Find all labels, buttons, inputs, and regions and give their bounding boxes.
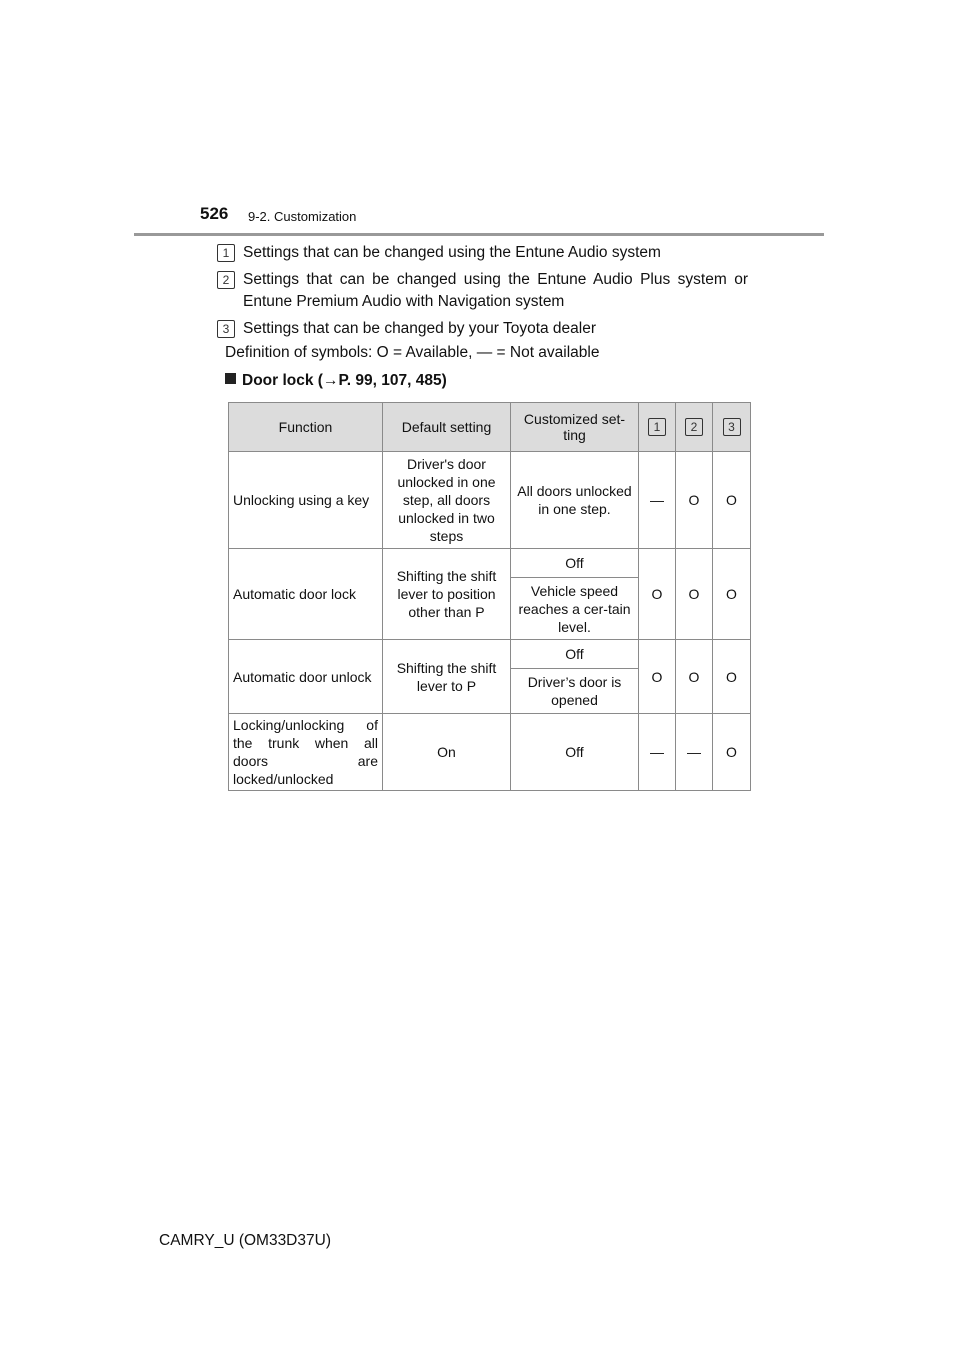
- cell-function: Automatic door unlock: [229, 640, 383, 714]
- cell-avail-1: O: [639, 640, 676, 714]
- badge-3-icon: 3: [723, 418, 741, 436]
- cell-custom-option: Driver’s door is opened: [511, 669, 639, 714]
- note-1-text: Settings that can be changed using the Entune Audio system: [243, 244, 661, 261]
- header-rule: [134, 233, 824, 236]
- table-row: [229, 640, 751, 669]
- cell-default: Shifting the shift lever to P: [383, 640, 511, 714]
- table-row: [229, 714, 751, 791]
- section-heading-text: Door lock (→P. 99, 107, 485): [242, 372, 447, 389]
- col-header-2: [676, 403, 713, 452]
- cell-custom-option: Vehicle speed reaches a cer-tain level.: [511, 578, 639, 640]
- badge-2-icon: 2: [217, 271, 235, 289]
- cell-default: On: [383, 714, 511, 791]
- cell-avail-3: O: [713, 714, 751, 791]
- col-header-function: Function: [229, 403, 383, 452]
- symbol-definitions: Definition of symbols: O = Available, — = Not available: [225, 344, 600, 361]
- cell-default: Driver's door unlocked in one step, all doors unlocked in two steps: [383, 452, 511, 549]
- table-row: [229, 452, 751, 549]
- badge-3-icon: 3: [217, 320, 235, 338]
- cell-avail-1: O: [639, 549, 676, 640]
- customization-table: [228, 402, 751, 791]
- section-heading: [225, 372, 447, 390]
- cell-avail-2: O: [676, 452, 713, 549]
- col-header-default: Default setting: [383, 403, 511, 452]
- page-header: [198, 200, 824, 236]
- cell-avail-3: O: [713, 549, 751, 640]
- page-number: 526: [200, 204, 229, 223]
- col-header-1: [639, 403, 676, 452]
- cell-avail-3: O: [713, 640, 751, 714]
- cell-custom: All doors unlocked in one step.: [511, 452, 639, 549]
- cell-avail-1: —: [639, 714, 676, 791]
- badge-1-icon: 1: [648, 418, 666, 436]
- cell-function: Unlocking using a key: [229, 452, 383, 549]
- section-title: 9-2. Customization: [248, 209, 357, 224]
- cell-avail-3: O: [713, 452, 751, 549]
- cell-custom-option: Off: [511, 549, 639, 578]
- cell-avail-2: O: [676, 549, 713, 640]
- col-header-custom: Customized set-ting: [511, 403, 639, 452]
- badge-1-icon: 1: [217, 244, 235, 262]
- cell-custom: Off: [511, 714, 639, 791]
- square-bullet-icon: [225, 373, 236, 384]
- table-header-row: [229, 403, 751, 452]
- table-row: [229, 549, 751, 578]
- note-2-text: Settings that can be changed using the Entune Audio Plus system or Entune Premium Audio with Navigation system: [243, 271, 748, 310]
- cell-avail-2: —: [676, 714, 713, 791]
- cell-avail-1: —: [639, 452, 676, 549]
- badge-2-icon: 2: [685, 418, 703, 436]
- cell-function: Locking/unlocking of the trunk when all doors are locked/unlocked: [229, 714, 383, 791]
- cell-custom-option: Off: [511, 640, 639, 669]
- cell-function: Automatic door lock: [229, 549, 383, 640]
- note-3-text: Settings that can be changed by your Toyota dealer: [243, 320, 597, 337]
- footer-model-code: CAMRY_U (OM33D37U): [159, 1232, 331, 1249]
- cell-avail-2: O: [676, 640, 713, 714]
- cell-default: Shifting the shift lever to position other than P: [383, 549, 511, 640]
- col-header-3: [713, 403, 751, 452]
